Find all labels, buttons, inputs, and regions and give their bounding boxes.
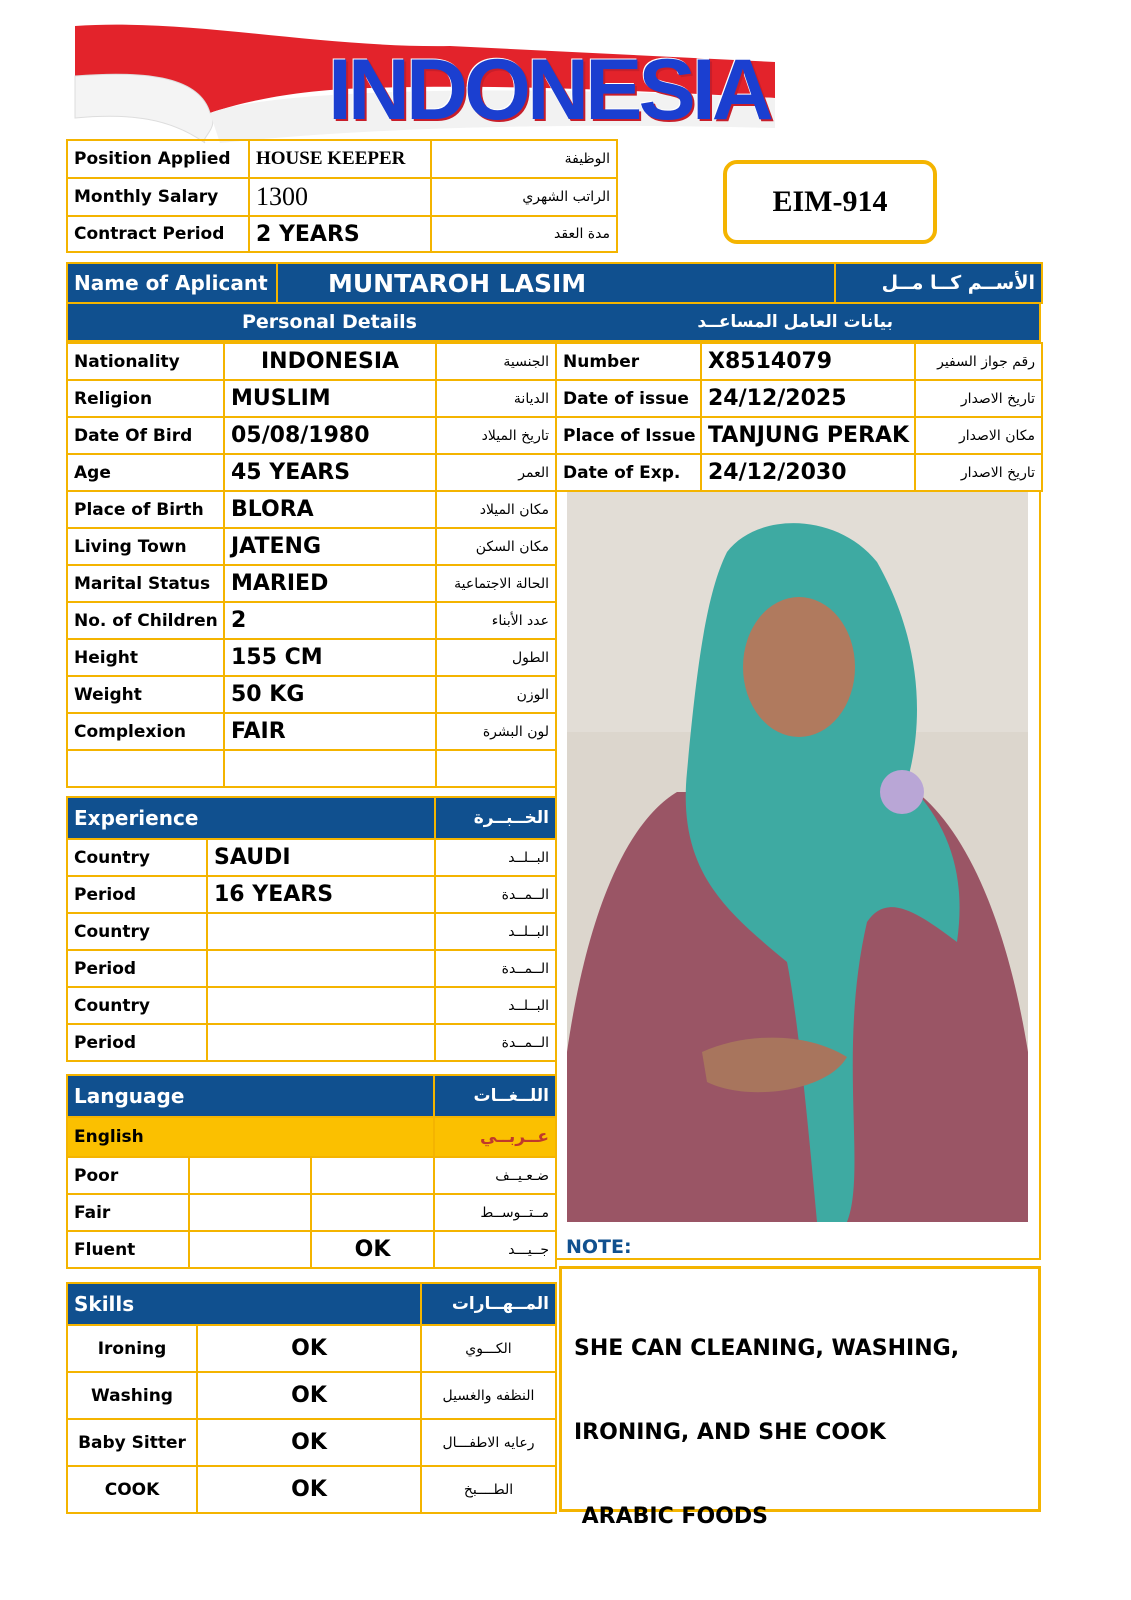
table-row [67, 713, 556, 750]
personal-label: Complexion [67, 713, 224, 750]
skill-label-ar: الطــــبخ [421, 1466, 556, 1513]
job-value: HOUSE KEEPER [249, 140, 431, 178]
personal-value: MUSLIM [224, 380, 436, 417]
job-label-ar: الوظيفة [431, 140, 617, 178]
experience-label-ar: البــلــد [435, 987, 556, 1024]
experience-value [207, 950, 435, 987]
passport-value: X8514079 [701, 343, 915, 380]
experience-value [207, 913, 435, 950]
banner-title: INDONESIA [328, 42, 770, 138]
experience-label-ar: الــمــدة [435, 1024, 556, 1061]
job-row [67, 216, 617, 252]
personal-label: Height [67, 639, 224, 676]
personal-label: Age [67, 454, 224, 491]
personal-label: Marital Status [67, 565, 224, 602]
experience-value [207, 1024, 435, 1061]
table-row [556, 417, 1042, 454]
language-level-ar: جــيـــد [434, 1231, 556, 1268]
skills-title-ar: المــهــارات [421, 1283, 556, 1325]
applicant-label: Name of Aplicant [67, 263, 277, 303]
passport-value: 24/12/2030 [701, 454, 915, 491]
personal-details-header [66, 302, 1041, 342]
skill-value: OK [197, 1466, 421, 1513]
personal-label-ar: مكان الميلاد [436, 491, 556, 528]
table-row [67, 839, 556, 876]
personal-value: 05/08/1980 [224, 417, 436, 454]
language-title: Language [67, 1075, 434, 1117]
personal-label-ar: الحالة الاجتماعية [436, 565, 556, 602]
language-arabic-mark [311, 1194, 434, 1231]
table-row [67, 987, 556, 1024]
experience-value: SAUDI [207, 839, 435, 876]
applicant-label-ar: الأســم كــا مــل [835, 263, 1042, 303]
skill-label: Baby Sitter [67, 1419, 197, 1466]
personal-value: 2 [224, 602, 436, 639]
personal-details-title-ar: بيانات العامل المساعــد [697, 312, 893, 332]
personal-label-ar: تاريخ الميلاد [436, 417, 556, 454]
table-row [67, 1157, 556, 1194]
experience-title-ar: الخــبــرة [435, 797, 556, 839]
table-row [67, 602, 556, 639]
table-row [67, 1466, 556, 1513]
personal-label-ar: العمر [436, 454, 556, 491]
personal-value: MARIED [224, 565, 436, 602]
table-row [67, 1231, 556, 1268]
personal-label: Date Of Bird [67, 417, 224, 454]
experience-table [66, 796, 557, 1062]
language-level: Fluent [67, 1231, 189, 1268]
personal-label: Religion [67, 380, 224, 417]
table-row [67, 676, 556, 713]
experience-value: 16 YEARS [207, 876, 435, 913]
language-level: Fair [67, 1194, 189, 1231]
personal-value: INDONESIA [224, 343, 436, 380]
personal-label: Living Town [67, 528, 224, 565]
passport-label: Date of issue [556, 380, 701, 417]
experience-label-ar: الــمــدة [435, 950, 556, 987]
table-row [67, 454, 556, 491]
personal-value: 45 YEARS [224, 454, 436, 491]
language-sub-arabic: عــربــي [434, 1117, 556, 1157]
skill-value: OK [197, 1325, 421, 1372]
table-row [67, 565, 556, 602]
note-box [559, 1266, 1041, 1529]
job-label: Monthly Salary [67, 178, 249, 216]
personal-label: Place of Birth [67, 491, 224, 528]
personal-details-table [66, 342, 557, 788]
passport-label: Date of Exp. [556, 454, 701, 491]
table-row [67, 417, 556, 454]
skill-label: COOK [67, 1466, 197, 1513]
language-table [66, 1074, 557, 1269]
applicant-name-bar [66, 262, 1043, 304]
personal-label-ar: مكان السكن [436, 528, 556, 565]
skills-title: Skills [67, 1283, 421, 1325]
personal-value: JATENG [224, 528, 436, 565]
table-row [67, 1024, 556, 1061]
passport-label-ar: رقم جواز السفير [915, 343, 1042, 380]
job-value: 2 YEARS [249, 216, 431, 252]
table-row [67, 950, 556, 987]
personal-label: No. of Children [67, 602, 224, 639]
job-label-ar: الراتب الشهري [431, 178, 617, 216]
experience-label: Period [67, 950, 207, 987]
experience-title: Experience [67, 797, 435, 839]
skill-value: OK [197, 1419, 421, 1466]
experience-label-ar: البــلــد [435, 913, 556, 950]
experience-label: Country [67, 839, 207, 876]
language-level: Poor [67, 1157, 189, 1194]
table-row [556, 343, 1042, 380]
table-row [67, 913, 556, 950]
passport-label-ar: مكان الاصدار [915, 417, 1042, 454]
job-row [67, 140, 617, 178]
language-title-ar: اللــغــات [434, 1075, 556, 1117]
language-english-mark [189, 1194, 311, 1231]
skills-table [66, 1282, 557, 1514]
applicant-photo [567, 492, 1028, 1222]
personal-value: BLORA [224, 491, 436, 528]
skill-label-ar: الكـــوي [421, 1325, 556, 1372]
skill-label-ar: رعايه الاطفـــال [421, 1419, 556, 1466]
passport-label-ar: تاريخ الاصدار [915, 454, 1042, 491]
table-row [67, 1194, 556, 1231]
personal-label: Weight [67, 676, 224, 713]
experience-label: Period [67, 1024, 207, 1061]
skill-label: Ironing [67, 1325, 197, 1372]
personal-label-ar: عدد الأبناء [436, 602, 556, 639]
note-line: ARABIC FOODS [574, 1504, 768, 1529]
personal-label: Nationality [67, 343, 224, 380]
personal-label-ar: لون البشرة [436, 713, 556, 750]
passport-label-ar: تاريخ الاصدار [915, 380, 1042, 417]
passport-label: Number [556, 343, 701, 380]
experience-label: Country [67, 987, 207, 1024]
language-level-ar: ضـعـيــف [434, 1157, 556, 1194]
note-line: SHE CAN CLEANING, WASHING, [574, 1336, 960, 1361]
empty-row [67, 750, 556, 787]
personal-value: 155 CM [224, 639, 436, 676]
table-row [556, 380, 1042, 417]
skill-value: OK [197, 1372, 421, 1419]
personal-value: FAIR [224, 713, 436, 750]
skill-label: Washing [67, 1372, 197, 1419]
table-row [556, 454, 1042, 491]
table-row [67, 491, 556, 528]
experience-label-ar: الــمــدة [435, 876, 556, 913]
personal-label-ar: الجنسية [436, 343, 556, 380]
skill-label-ar: النظفه والغسيل [421, 1372, 556, 1419]
table-row [67, 343, 556, 380]
language-english-mark [189, 1231, 311, 1268]
experience-value [207, 987, 435, 1024]
job-label-ar: مدة العقد [431, 216, 617, 252]
passport-value: 24/12/2025 [701, 380, 915, 417]
table-row [67, 1325, 556, 1372]
language-sub-english: English [67, 1117, 434, 1157]
language-english-mark [189, 1157, 311, 1194]
language-arabic-mark: OK [311, 1231, 434, 1268]
job-label: Position Applied [67, 140, 249, 178]
job-table [66, 139, 618, 253]
table-row [67, 876, 556, 913]
language-arabic-mark [311, 1157, 434, 1194]
personal-label-ar: الطول [436, 639, 556, 676]
job-label: Contract Period [67, 216, 249, 252]
personal-value: 50 KG [224, 676, 436, 713]
job-value: 1300 [249, 178, 431, 216]
passport-label: Place of Issue [556, 417, 701, 454]
table-row [67, 1419, 556, 1466]
table-row [67, 1372, 556, 1419]
table-row [67, 528, 556, 565]
experience-label: Country [67, 913, 207, 950]
personal-label-ar: الديانة [436, 380, 556, 417]
note-label: NOTE: [566, 1236, 632, 1258]
personal-details-title: Personal Details [242, 311, 417, 333]
passport-table [555, 342, 1043, 492]
personal-label-ar: الوزن [436, 676, 556, 713]
note-line: IRONING, AND SHE COOK [574, 1420, 886, 1445]
reference-code-box: EIM-914 [723, 160, 937, 244]
experience-label: Period [67, 876, 207, 913]
passport-value: TANJUNG PERAK [701, 417, 915, 454]
language-level-ar: مــتــوســط [434, 1194, 556, 1231]
table-row [67, 380, 556, 417]
applicant-name: MUNTAROH LASIM [277, 263, 835, 303]
experience-label-ar: البــلــد [435, 839, 556, 876]
job-row [67, 178, 617, 216]
table-row [67, 639, 556, 676]
